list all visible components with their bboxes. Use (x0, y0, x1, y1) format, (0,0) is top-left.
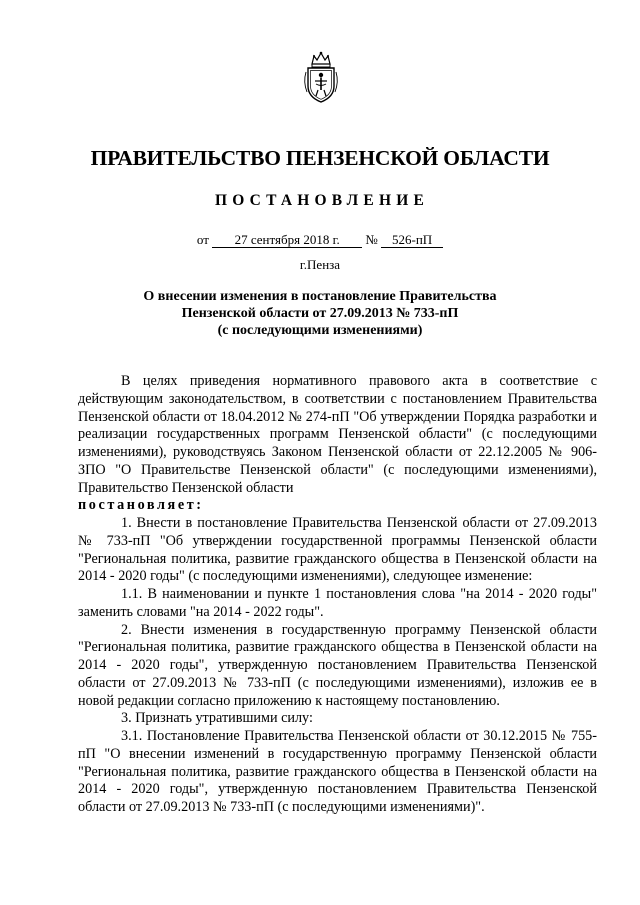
government-name: ПРАВИТЕЛЬСТВО ПЕНЗЕНСКОЙ ОБЛАСТИ (90, 146, 550, 170)
subject-line: Пензенской области от 27.09.2013 № 733-пП (181, 306, 459, 321)
preamble-paragraph: В целях приведения нормативного правового акта в соответствие с действующим законодательством, в соответствии с постановлением Правительства Пензенской области от 18.04.2012 № 274-пП "Об утверждении Порядка разработки и реализации государственных программ Пензенской области" (с последующими изменениями), руководствуясь Законом Пензенской области от 22.12.2005 № 906-ЗПО "О Правительстве Пензенской области" (с последующими изменениями), Правительство Пензенской области (78, 373, 597, 496)
date-number-line (0, 232, 640, 248)
coat-of-arms-icon (302, 50, 340, 104)
document-date: 27 сентября 2018 г. (212, 233, 362, 248)
city: г.Пенза (299, 257, 341, 272)
document-body (78, 373, 597, 817)
clause-3-1: 3.1. Постановление Правительства Пензенской области от 30.12.2015 № 755-пП "О внесении изменений в государственную программу Пензенской области "Региональная политика, развитие гражданского общества в Пензенской области на 2014 - 2020 годы", утвержденную постановлением Правительства Пензенской области от 27.09.2013 № 733-пП (с последующими изменениями)". (78, 728, 597, 815)
date-prefix: от (196, 232, 209, 247)
document-number: 526-пП (381, 233, 443, 248)
clause-1: 1. Внести в постановление Правительства Пензенской области от 27.09.2013 № 733-пП "Об утверждении государственной программы Пензенской области "Региональная политика, развитие гражданского общества в Пензенской области на 2014 - 2020 годы" (с последующими изменениями), следующее изменение: (78, 515, 597, 585)
clause-2: 2. Внести изменения в государственную программу Пензенской области "Региональная политика, развитие гражданского общества в Пензенской области на 2014 - 2020 годы", утвержденную постановлением Правительства Пензенской области от 27.09.2013 № 733-пП (с последующими изменениями), изложив ее в новой редакции согласно приложению к настоящему постановлению. (78, 621, 597, 709)
number-prefix: № (365, 232, 378, 247)
resolves-keyword: постановляет: (78, 497, 204, 514)
subject-line: (с последующими изменениями) (217, 323, 423, 338)
subject-line: О внесении изменения в постановление Правительства (143, 289, 497, 304)
document-subject (120, 288, 520, 339)
clause-1-1: 1.1. В наименовании и пункте 1 постановления слова "на 2014 - 2020 годы" заменить словами "на 2014 - 2022 годы". (78, 586, 597, 620)
clause-3: 3. Признать утратившими силу: (121, 710, 313, 727)
document-type: ПОСТАНОВЛЕНИЕ (214, 192, 430, 209)
